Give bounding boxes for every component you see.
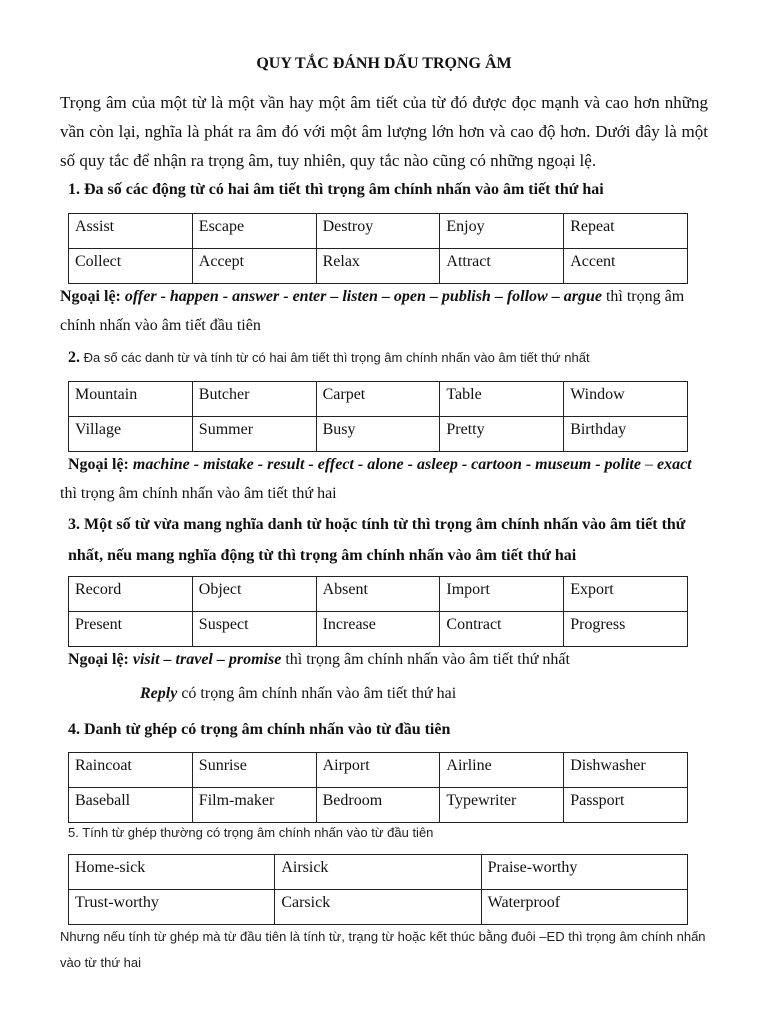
rule5-heading: 5. Tính từ ghép thường có trọng âm chính nhấn vào từ đầu tiên [68, 825, 434, 840]
table-cell: Praise-worthy [481, 855, 687, 890]
rule3-table [68, 576, 688, 647]
rule5-table [68, 854, 688, 925]
table-cell: Home-sick [69, 855, 275, 890]
table-cell: Contract [440, 612, 564, 647]
reply-text: có trọng âm chính nhấn vào âm tiết thứ hai [177, 685, 457, 702]
table-cell: Destroy [316, 214, 440, 249]
table-cell: Collect [69, 249, 193, 284]
table-cell: Progress [564, 612, 688, 647]
table-cell: Butcher [192, 382, 316, 417]
exception-text: thì trọng âm chính nhấn vào âm tiết thứ hai [60, 485, 337, 502]
rule3-reply-note [140, 679, 700, 708]
table-cell: Increase [316, 612, 440, 647]
table-row [69, 249, 688, 284]
table-cell: Village [69, 417, 193, 452]
table-cell: Mountain [69, 382, 193, 417]
rule1-table [68, 213, 688, 284]
reply-word: Reply [140, 685, 178, 702]
table-cell: Relax [316, 249, 440, 284]
table-cell: Attract [440, 249, 564, 284]
table-cell: Airline [440, 753, 564, 788]
exception-words: machine - mistake - result - effect - alone - asleep - cartoon - museum - polite [132, 456, 641, 473]
rule4-heading: 4. Danh từ ghép có trọng âm chính nhấn vào từ đầu tiên [68, 721, 451, 738]
table-row [69, 214, 688, 249]
table-row [69, 382, 688, 417]
table-cell: Pretty [440, 417, 564, 452]
rule2-heading-text: Đa số các danh từ và tính từ có hai âm tiết thì trọng âm chính nhấn vào âm tiết thứ nhất [80, 350, 590, 365]
table-cell: Present [69, 612, 193, 647]
rule2-heading [68, 348, 590, 368]
exception-word: exact [656, 456, 692, 473]
exception-words: visit – travel – promise [132, 651, 282, 668]
table-cell: Waterproof [481, 890, 687, 925]
table-row [69, 753, 688, 788]
table-cell: Trust-worthy [69, 890, 275, 925]
table-cell: Passport [564, 788, 688, 823]
rule3-exception [60, 645, 710, 674]
table-cell: Dishwasher [564, 753, 688, 788]
table-cell: Airport [316, 753, 440, 788]
table-row [69, 788, 688, 823]
exception-label: Ngoại lệ: [68, 651, 129, 668]
table-cell: Window [564, 382, 688, 417]
rule2-number: 2. [68, 349, 80, 366]
table-cell: Escape [192, 214, 316, 249]
table-cell: Airsick [275, 855, 481, 890]
table-cell: Birthday [564, 417, 688, 452]
rule5-note: Nhưng nếu tính từ ghép mà từ đầu tiên là tính từ, trạng từ hoặc kết thúc bằng đuôi –ED thì trọng âm chính nhấn vào từ thứ hai [60, 929, 706, 970]
table-cell: Absent [316, 577, 440, 612]
table-cell: Carpet [316, 382, 440, 417]
table-cell: Bedroom [316, 788, 440, 823]
table-cell: Accent [564, 249, 688, 284]
rule1-heading: 1. Đa số các động từ có hai âm tiết thì trọng âm chính nhấn vào âm tiết thứ hai [68, 181, 604, 198]
exception-dash: – [640, 456, 657, 473]
table-row [69, 612, 688, 647]
rule3-heading: 3. Một số từ vừa mang nghĩa danh từ hoặc tính từ thì trọng âm chính nhấn vào âm tiết thứ nhất, nếu mang nghĩa động từ thì trọng âm chính nhấn vào âm tiết thứ hai [68, 516, 686, 564]
table-cell: Assist [69, 214, 193, 249]
table-cell: Accept [192, 249, 316, 284]
exception-text: thì trọng âm chính nhấn vào âm tiết đầu tiên [60, 288, 685, 334]
table-cell: Busy [316, 417, 440, 452]
rule4-table [68, 752, 688, 823]
table-row [69, 417, 688, 452]
table-cell: Carsick [275, 890, 481, 925]
table-cell: Record [69, 577, 193, 612]
table-cell: Suspect [192, 612, 316, 647]
table-cell: Repeat [564, 214, 688, 249]
table-cell: Enjoy [440, 214, 564, 249]
rule2-exception [60, 450, 710, 508]
exception-text: thì trọng âm chính nhấn vào âm tiết thứ nhất [281, 651, 570, 668]
table-row [69, 855, 688, 890]
table-cell: Import [440, 577, 564, 612]
exception-label: Ngoại lệ: [68, 456, 129, 473]
exception-words: offer - happen - answer - enter – listen – open – publish – follow – argue [124, 288, 602, 305]
table-cell: Export [564, 577, 688, 612]
table-cell: Film-maker [192, 788, 316, 823]
exception-label: Ngoại lệ: [60, 288, 121, 305]
table-cell: Object [192, 577, 316, 612]
page-title: QUY TẮC ĐÁNH DẤU TRỌNG ÂM [256, 55, 512, 72]
table-row [69, 890, 688, 925]
rule1-exception [60, 282, 710, 340]
table-cell: Table [440, 382, 564, 417]
table-cell: Sunrise [192, 753, 316, 788]
intro-paragraph: Trọng âm của một từ là một vần hay một âm tiết của từ đó được đọc mạnh và cao hơn những vần còn lại, nghĩa là phát ra âm đó với một âm lượng lớn hơn và cao độ hơn. Dưới đây là một số quy tắc để nhận ra trọng âm, tuy nhiên, quy tắc nào cũng có những ngoại lệ. [60, 93, 708, 170]
rule2-table [68, 381, 688, 452]
table-row [69, 577, 688, 612]
table-cell: Typewriter [440, 788, 564, 823]
table-cell: Summer [192, 417, 316, 452]
table-cell: Raincoat [69, 753, 193, 788]
table-cell: Baseball [69, 788, 193, 823]
